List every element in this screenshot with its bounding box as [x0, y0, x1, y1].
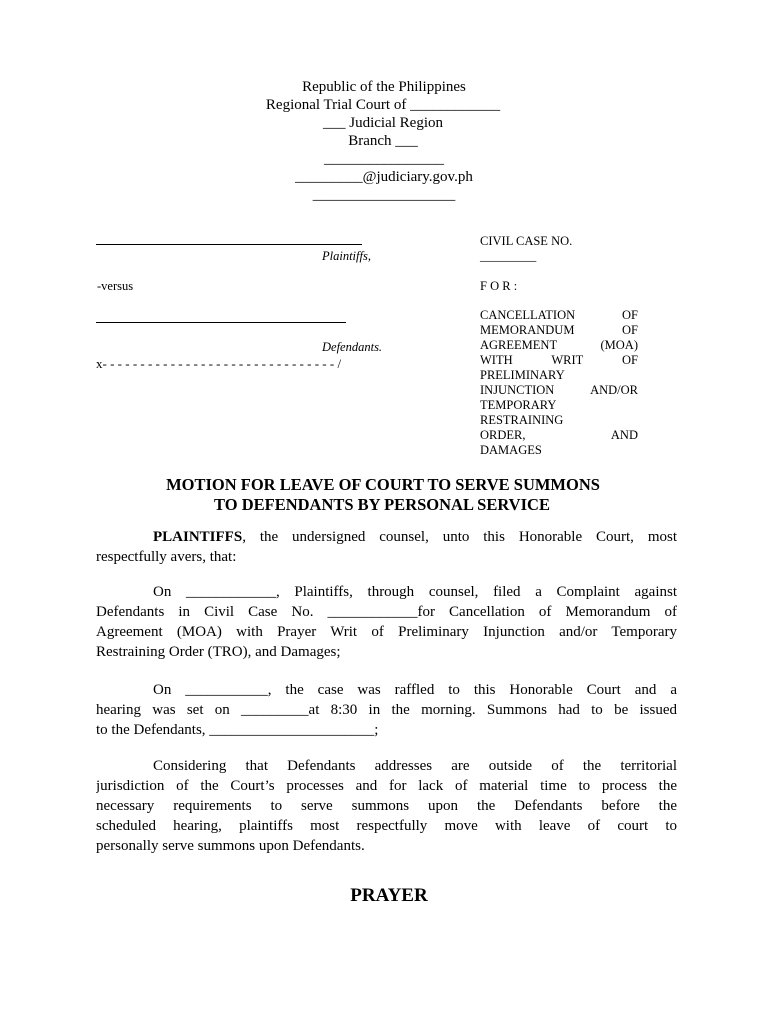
case-nature-line: TEMPORARY — [480, 398, 557, 412]
paragraph-line: jurisdiction of the Court’s processes and for lack of material time to process the — [96, 778, 677, 794]
case-nature-line: AGREEMENT (MOA) — [480, 338, 638, 352]
paragraph-1-rest: , the undersigned counsel, unto this Honorable Court, most — [242, 529, 677, 545]
case-nature-line: RESTRAINING — [480, 413, 564, 427]
case-nature-line: CANCELLATION OF — [480, 308, 638, 322]
paragraph-line: On ____________, Plaintiffs, through counsel, filed a Complaint against — [153, 584, 677, 600]
paragraph-line: to the Defendants, ______________________; — [96, 722, 379, 738]
case-nature-line: MEMORANDUM OF — [480, 323, 638, 337]
case-nature — [480, 308, 638, 458]
for-label: F O R : — [480, 279, 518, 293]
paragraph-line: Defendants in Civil Case No. ____________for Cancellation of Memorandum of — [96, 604, 677, 620]
plaintiffs-name-line — [96, 244, 362, 245]
prayer-heading: PRAYER — [350, 885, 428, 906]
civil-case-blank: _________ — [480, 249, 537, 263]
case-nature-line: INJUNCTION AND/OR — [480, 383, 638, 397]
case-nature-line: ORDER, AND — [480, 428, 638, 442]
header-regional-trial-court: Regional Trial Court of ____________ — [265, 97, 501, 113]
paragraph-line: On ___________, the case was raffled to this Honorable Court and a — [153, 682, 677, 698]
paragraph-line — [96, 527, 677, 547]
motion-title-line-1: MOTION FOR LEAVE OF COURT TO SERVE SUMMONS — [166, 475, 600, 494]
paragraph-line: personally serve summons upon Defendants. — [96, 838, 365, 854]
paragraph-line: necessary requirements to serve summons upon the Defendants before the — [96, 798, 677, 814]
header-republic: Republic of the Philippines — [302, 79, 466, 95]
header-branch: Branch ___ — [348, 133, 418, 149]
paragraph-line: hearing was set on _________at 8:30 in the morning. Summons had to be issued — [96, 702, 677, 718]
civil-case-label: CIVIL CASE NO. — [480, 234, 573, 248]
case-nature-line: WITH WRIT OF — [480, 353, 638, 367]
paragraph-1 — [96, 527, 677, 567]
caption-separator: x- - - - - - - - - - - - - - - - - - - - - - - - - - - - - - - / — [96, 356, 342, 371]
plaintiffs-bold: PLAINTIFFS — [153, 529, 243, 545]
case-nature-line: DAMAGES — [480, 443, 542, 457]
versus-label: -versus — [97, 279, 134, 293]
paragraph-line: Restraining Order (TRO), and Damages; — [96, 644, 341, 660]
case-nature-line: PRELIMINARY — [480, 368, 565, 382]
paragraph-line: respectfully avers, that: — [96, 549, 237, 565]
header-email: _________@judiciary.gov.ph — [295, 169, 473, 185]
paragraph-4 — [96, 756, 677, 856]
header-judicial-region: ___ Judicial Region — [323, 115, 443, 131]
header-blank-line-2: ___________________ — [312, 187, 456, 203]
defendants-name-line — [96, 322, 346, 323]
defendants-label: Defendants. — [322, 340, 383, 354]
paragraph-line: Agreement (MOA) with Prayer Writ of Preliminary Injunction and/or Temporary — [96, 624, 677, 640]
motion-title-line-2: TO DEFENDANTS BY PERSONAL SERVICE — [214, 495, 550, 514]
paragraph-line: Considering that Defendants addresses are outside of the territorial — [153, 758, 677, 774]
plaintiffs-label: Plaintiffs, — [322, 249, 371, 263]
paragraph-3 — [96, 680, 677, 740]
header-blank-line: ________________ — [324, 151, 444, 167]
paragraph-2 — [96, 582, 677, 662]
paragraph-line: scheduled hearing, plaintiffs most respectfully move with leave of court to — [96, 818, 677, 834]
